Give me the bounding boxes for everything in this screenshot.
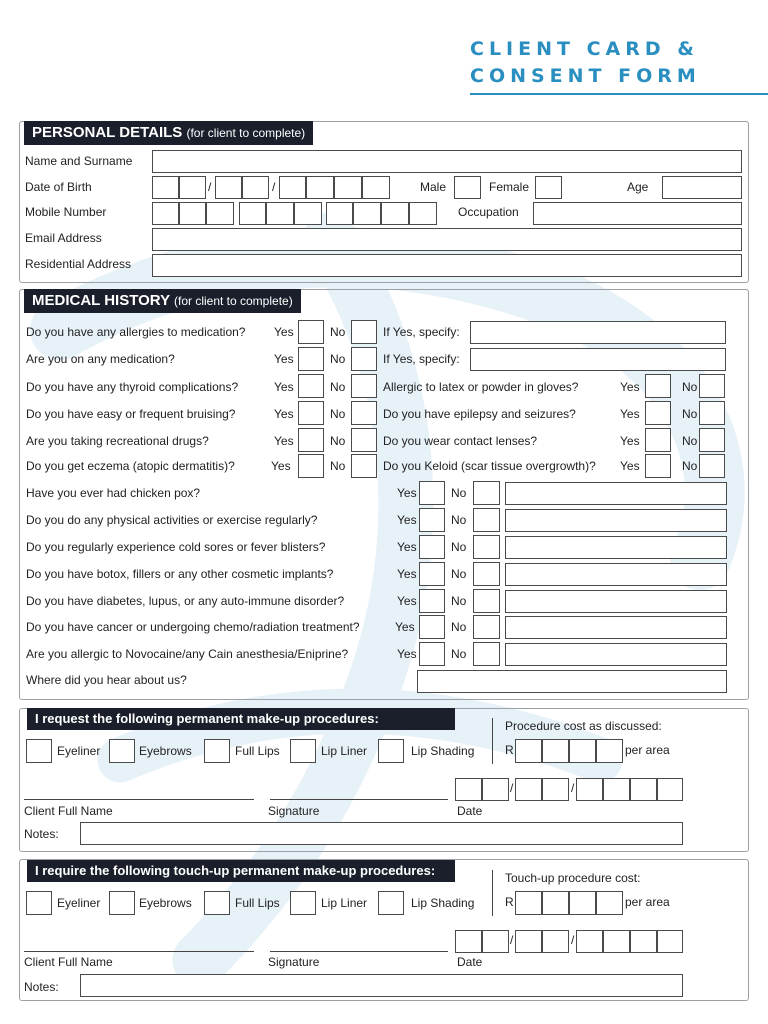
medical-question-left: Do you have any allergies to medication? xyxy=(26,325,246,339)
medical-question-long: Are you allergic to Novocaine/any Cain anesthesia/Eniprine? xyxy=(26,647,349,661)
medical-question-right: Do you have epilepsy and seizures? xyxy=(383,407,576,421)
title-rule xyxy=(470,93,768,95)
date-digit-box[interactable] xyxy=(482,930,509,953)
no-label: No xyxy=(451,620,467,634)
no-checkbox[interactable] xyxy=(699,454,725,478)
details-field[interactable] xyxy=(505,643,727,666)
medical-question-left: Do you get eczema (atopic dermatitis)? xyxy=(26,459,235,473)
date-digit-box[interactable] xyxy=(603,930,630,953)
yes-label: Yes xyxy=(274,352,294,366)
no-label: No xyxy=(682,434,698,448)
signature-line[interactable] xyxy=(270,951,448,952)
no-checkbox[interactable] xyxy=(699,428,725,452)
yes-label: Yes xyxy=(274,380,294,394)
name-field[interactable] xyxy=(152,150,742,173)
yes-label: Yes xyxy=(395,620,415,634)
date-separator: / xyxy=(571,933,575,947)
yes-label: Yes xyxy=(274,325,294,339)
age-field[interactable] xyxy=(662,176,742,199)
specify-field[interactable] xyxy=(470,321,726,344)
per-area-label: per area xyxy=(625,743,670,757)
lip-liner-label: Lip Liner xyxy=(321,896,368,910)
details-field[interactable] xyxy=(505,482,727,505)
medical-subheading-text: (for client to complete) xyxy=(173,294,293,308)
cost-digit-box[interactable] xyxy=(515,891,542,915)
yes-checkbox[interactable] xyxy=(419,508,445,532)
date-digit-box[interactable] xyxy=(576,778,603,801)
name-label: Name and Surname xyxy=(25,154,133,168)
per-area-label: per area xyxy=(625,895,670,909)
mobile-digit-box[interactable] xyxy=(206,202,234,225)
yes-label: Yes xyxy=(620,459,640,473)
personal-heading-text: PERSONAL DETAILS xyxy=(32,124,183,141)
dob-digit-box[interactable] xyxy=(279,176,306,199)
yes-checkbox[interactable] xyxy=(419,642,445,666)
yes-checkbox[interactable] xyxy=(298,374,324,398)
cost-digit-box[interactable] xyxy=(542,891,569,915)
cost-digit-box[interactable] xyxy=(569,739,596,763)
date-label: Date xyxy=(457,804,483,818)
female-checkbox[interactable] xyxy=(535,176,562,199)
medical-question-right: Do you Keloid (scar tissue overgrowth)? xyxy=(383,459,596,473)
eyebrows-checkbox[interactable] xyxy=(109,891,135,915)
dob-digit-box[interactable] xyxy=(215,176,242,199)
no-label: No xyxy=(451,594,467,608)
mobile-digit-box[interactable] xyxy=(409,202,437,225)
yes-label: Yes xyxy=(397,594,417,608)
no-checkbox[interactable] xyxy=(351,428,377,452)
no-label: No xyxy=(451,540,467,554)
no-label: No xyxy=(330,434,346,448)
lip-liner-checkbox[interactable] xyxy=(290,891,316,915)
notes-label: Notes: xyxy=(24,980,59,994)
mobile-digit-box[interactable] xyxy=(294,202,322,225)
yes-checkbox[interactable] xyxy=(298,428,324,452)
yes-label: Yes xyxy=(620,434,640,448)
no-label: No xyxy=(330,407,346,421)
lip-shading-label: Lip Shading xyxy=(411,744,475,758)
yes-checkbox[interactable] xyxy=(419,535,445,559)
date-digit-box[interactable] xyxy=(515,930,542,953)
hear-about-field[interactable] xyxy=(417,670,727,693)
touchup-cost-label: Touch-up procedure cost: xyxy=(505,871,641,885)
lip-liner-label: Lip Liner xyxy=(321,744,368,758)
date-digit-box[interactable] xyxy=(455,930,482,953)
specify-field[interactable] xyxy=(470,348,726,371)
occupation-field[interactable] xyxy=(533,202,742,225)
medical-question-long: Do you have diabetes, lupus, or any auto-immune disorder? xyxy=(26,594,345,608)
hear-about-label: Where did you hear about us? xyxy=(26,673,187,687)
form-title-line2: CONSENT FORM xyxy=(470,65,701,87)
no-checkbox[interactable] xyxy=(473,508,500,532)
medical-question-left: Are you on any medication? xyxy=(26,352,175,366)
no-checkbox[interactable] xyxy=(351,454,377,478)
yes-checkbox[interactable] xyxy=(419,562,445,586)
date-digit-box[interactable] xyxy=(515,778,542,801)
mobile-label: Mobile Number xyxy=(25,205,107,219)
yes-checkbox[interactable] xyxy=(298,320,324,344)
mobile-digit-box[interactable] xyxy=(239,202,266,225)
cost-digit-box[interactable] xyxy=(542,739,569,763)
yes-checkbox[interactable] xyxy=(419,615,445,639)
client-name-label: Client Full Name xyxy=(24,804,113,818)
email-field[interactable] xyxy=(152,228,742,251)
female-label: Female xyxy=(489,180,530,194)
no-checkbox[interactable] xyxy=(473,589,500,613)
notes-field[interactable] xyxy=(80,822,683,845)
yes-label: Yes xyxy=(274,407,294,421)
no-checkbox[interactable] xyxy=(473,562,500,586)
yes-checkbox[interactable] xyxy=(298,401,324,425)
specify-label: If Yes, specify: xyxy=(383,352,460,366)
dob-digit-box[interactable] xyxy=(306,176,334,199)
personal-subheading-text: (for client to complete) xyxy=(186,126,306,140)
dob-digit-box[interactable] xyxy=(242,176,269,199)
age-label: Age xyxy=(627,180,649,194)
no-label: No xyxy=(451,647,467,661)
no-checkbox[interactable] xyxy=(473,535,500,559)
dob-separator: / xyxy=(272,180,276,194)
dob-digit-box[interactable] xyxy=(152,176,179,199)
date-digit-box[interactable] xyxy=(576,930,603,953)
yes-checkbox[interactable] xyxy=(645,428,671,452)
mobile-digit-box[interactable] xyxy=(266,202,294,225)
medical-question-left: Do you have easy or frequent bruising? xyxy=(26,407,236,421)
male-checkbox[interactable] xyxy=(454,176,481,199)
date-digit-box[interactable] xyxy=(657,930,683,953)
yes-checkbox[interactable] xyxy=(645,454,671,478)
eyebrows-label: Eyebrows xyxy=(139,896,192,910)
date-digit-box[interactable] xyxy=(630,930,657,953)
date-separator: / xyxy=(571,781,575,795)
yes-label: Yes xyxy=(397,567,417,581)
details-field[interactable] xyxy=(505,536,727,559)
male-label: Male xyxy=(420,180,447,194)
no-checkbox[interactable] xyxy=(351,320,377,344)
address-field[interactable] xyxy=(152,254,742,277)
no-checkbox[interactable] xyxy=(351,401,377,425)
client-name-line[interactable] xyxy=(24,951,254,952)
medical-history-heading xyxy=(24,289,301,313)
client-name-label: Client Full Name xyxy=(24,955,113,969)
currency-label: R xyxy=(505,895,514,909)
no-label: No xyxy=(682,459,698,473)
no-checkbox[interactable] xyxy=(699,374,725,398)
dob-digit-box[interactable] xyxy=(179,176,206,199)
details-field[interactable] xyxy=(505,563,727,586)
personal-details-heading xyxy=(24,121,313,145)
yes-checkbox[interactable] xyxy=(298,454,324,478)
eyeliner-label: Eyeliner xyxy=(57,744,101,758)
no-checkbox[interactable] xyxy=(473,481,500,505)
medical-question-right: Do you wear contact lenses? xyxy=(383,434,538,448)
date-digit-box[interactable] xyxy=(455,778,482,801)
no-checkbox[interactable] xyxy=(699,401,725,425)
yes-label: Yes xyxy=(620,407,640,421)
eyebrows-label: Eyebrows xyxy=(139,744,192,758)
medical-question-right: Allergic to latex or powder in gloves? xyxy=(383,380,579,394)
cost-divider xyxy=(492,718,493,764)
medical-question-long: Do you have botox, fillers or any other cosmetic implants? xyxy=(26,567,334,581)
no-label: No xyxy=(682,407,698,421)
eyeliner-checkbox[interactable] xyxy=(26,739,52,763)
details-field[interactable] xyxy=(505,509,727,532)
yes-checkbox[interactable] xyxy=(419,481,445,505)
occupation-label: Occupation xyxy=(458,205,519,219)
dob-label: Date of Birth xyxy=(25,180,92,194)
medical-question-left: Do you have any thyroid complications? xyxy=(26,380,239,394)
no-checkbox[interactable] xyxy=(351,347,377,371)
full-lips-label: Full Lips xyxy=(235,896,280,910)
mobile-digit-box[interactable] xyxy=(152,202,179,225)
lip-liner-checkbox[interactable] xyxy=(290,739,316,763)
yes-checkbox[interactable] xyxy=(645,374,671,398)
cost-digit-box[interactable] xyxy=(515,739,542,763)
date-digit-box[interactable] xyxy=(603,778,630,801)
no-label: No xyxy=(451,486,467,500)
no-label: No xyxy=(330,380,346,394)
cost-digit-box[interactable] xyxy=(596,739,623,763)
date-digit-box[interactable] xyxy=(542,930,569,953)
date-separator: / xyxy=(510,781,514,795)
details-field[interactable] xyxy=(505,590,727,613)
specify-label: If Yes, specify: xyxy=(383,325,460,339)
dob-digit-box[interactable] xyxy=(334,176,362,199)
no-checkbox[interactable] xyxy=(473,642,500,666)
cost-digit-box[interactable] xyxy=(569,891,596,915)
lip-shading-checkbox[interactable] xyxy=(378,891,404,915)
full-lips-label: Full Lips xyxy=(235,744,280,758)
mobile-digit-box[interactable] xyxy=(326,202,353,225)
date-digit-box[interactable] xyxy=(482,778,509,801)
medical-question-long: Have you ever had chicken pox? xyxy=(26,486,201,500)
yes-label: Yes xyxy=(397,540,417,554)
procedures-heading: I request the following permanent make-up procedures: xyxy=(27,708,455,730)
full-lips-checkbox[interactable] xyxy=(204,739,230,763)
eyeliner-checkbox[interactable] xyxy=(26,891,52,915)
touchup-heading: I require the following touch-up permanent make-up procedures: xyxy=(27,860,455,882)
yes-label: Yes xyxy=(397,513,417,527)
yes-label: Yes xyxy=(620,380,640,394)
yes-label: Yes xyxy=(271,459,291,473)
date-digit-box[interactable] xyxy=(630,778,657,801)
dob-separator: / xyxy=(208,180,212,194)
medical-heading-text: MEDICAL HISTORY xyxy=(32,292,170,309)
cost-divider xyxy=(492,870,493,916)
date-digit-box[interactable] xyxy=(542,778,569,801)
details-field[interactable] xyxy=(505,616,727,639)
mobile-digit-box[interactable] xyxy=(179,202,206,225)
no-label: No xyxy=(330,325,346,339)
signature-line[interactable] xyxy=(270,799,448,800)
form-title-line1: CLIENT CARD & xyxy=(470,38,699,60)
yes-label: Yes xyxy=(397,647,417,661)
address-label: Residential Address xyxy=(25,257,132,271)
client-name-line[interactable] xyxy=(24,799,254,800)
no-label: No xyxy=(451,513,467,527)
date-digit-box[interactable] xyxy=(657,778,683,801)
signature-label: Signature xyxy=(268,804,320,818)
lip-shading-label: Lip Shading xyxy=(411,896,475,910)
no-checkbox[interactable] xyxy=(351,374,377,398)
dob-digit-box[interactable] xyxy=(362,176,390,199)
mobile-digit-box[interactable] xyxy=(353,202,381,225)
medical-question-left: Are you taking recreational drugs? xyxy=(26,434,209,448)
full-lips-checkbox[interactable] xyxy=(204,891,230,915)
eyeliner-label: Eyeliner xyxy=(57,896,101,910)
notes-field[interactable] xyxy=(80,974,683,997)
email-label: Email Address xyxy=(25,231,102,245)
medical-question-long: Do you have cancer or undergoing chemo/radiation treatment? xyxy=(26,620,360,634)
lip-shading-checkbox[interactable] xyxy=(378,739,404,763)
medical-question-long: Do you regularly experience cold sores or fever blisters? xyxy=(26,540,326,554)
yes-checkbox[interactable] xyxy=(298,347,324,371)
date-separator: / xyxy=(510,933,514,947)
no-label: No xyxy=(451,567,467,581)
no-label: No xyxy=(330,352,346,366)
medical-question-long: Do you do any physical activities or exercise regularly? xyxy=(26,513,318,527)
no-label: No xyxy=(682,380,698,394)
no-label: No xyxy=(330,459,346,473)
yes-label: Yes xyxy=(397,486,417,500)
currency-label: R xyxy=(505,743,514,757)
mobile-digit-box[interactable] xyxy=(381,202,409,225)
yes-label: Yes xyxy=(274,434,294,448)
procedure-cost-label: Procedure cost as discussed: xyxy=(505,719,662,733)
date-label: Date xyxy=(457,955,483,969)
signature-label: Signature xyxy=(268,955,320,969)
cost-digit-box[interactable] xyxy=(596,891,623,915)
notes-label: Notes: xyxy=(24,827,59,841)
yes-checkbox[interactable] xyxy=(419,589,445,613)
yes-checkbox[interactable] xyxy=(645,401,671,425)
no-checkbox[interactable] xyxy=(473,615,500,639)
eyebrows-checkbox[interactable] xyxy=(109,739,135,763)
